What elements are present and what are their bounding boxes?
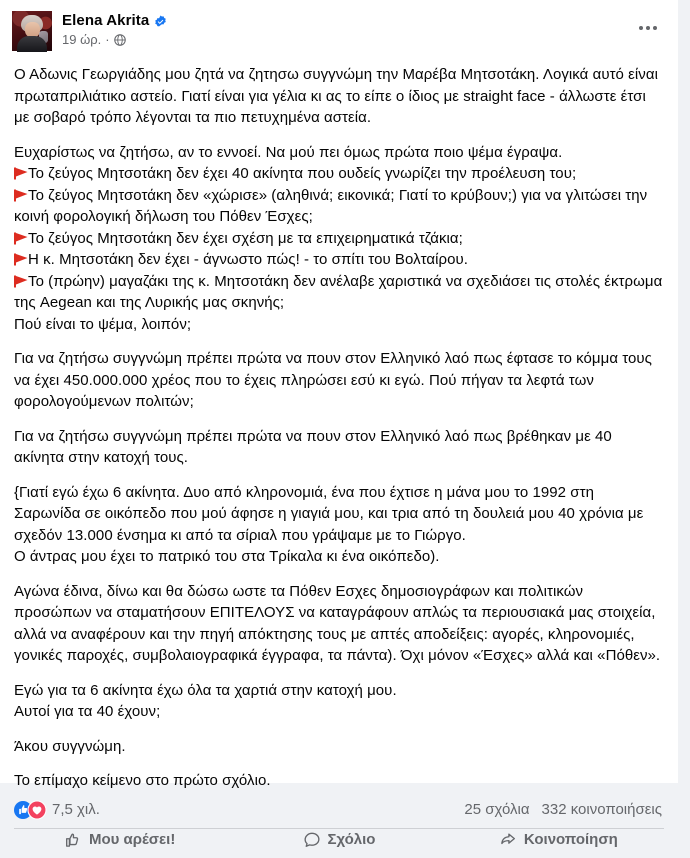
author-name[interactable]: Elena Akrita [62,12,150,29]
share-icon [499,831,517,849]
love-icon [28,801,46,819]
post-line: Αυτοί για τα 40 έχουν; [14,703,161,720]
page-background-gutter [678,0,690,783]
post-line: Σαρωνίδα σε οικόπεδο που μού άφησε η γιαγιά μου, και τρια από τη δουλειά μου 40 χρόνια με [14,505,644,522]
bullet-text: Το ζεύγος Μητσοτάκη δεν «χώρισε» (αληθινά; εικονικά; Γιατί το κρύβουν;) για να γλιτώσει [28,186,622,204]
post-line: Άκου συγγνώμη. [14,737,126,755]
post-line: «Πόθεν». [597,647,661,664]
post-line: ακίνητα στην κατοχή τους. [14,449,189,466]
comment-button-label: Σχόλιο [327,830,376,848]
globe-icon[interactable] [114,34,126,46]
post-line: φορολογούμενων πολιτών; [14,393,194,410]
red-flag-icon [14,232,28,245]
bullet-text: Το ζεύγος Μητσοτάκη δεν έχει 40 ακίνητα που ουδείς γνωρίζει την προέλευση του; [28,165,577,182]
post-paragraph [14,64,664,129]
post-line: αλλά να αναφέρουν και την πηγή απόκτησης τους με απτές αποδείξεις: αγορές, κληρονομιές, [14,625,635,643]
post-line: {Γιατί εγώ έχω 6 ακίνητα. Δυο από κληρονομιά, ένα που έχτισε η μάνα μου το 1992 στη [14,483,594,501]
post-line: Αγώνα έδινα, δίνω και θα δώσω ωστε τα Πόθεν Εσχες δημοσιογράφων και πολιτικών [14,582,584,600]
comment-button[interactable] [229,822,448,858]
verified-badge-icon [154,15,167,28]
post-line: προσώπων να σταματήσουν ΕΠΙΤΕΛΟΥΣ να καταγράφουν απλώς τα περιουσιακά μας στοιχεία, [14,604,656,621]
post-line: Για να ζητήσω συγγνώμη πρέπει πρώτα να πουν στον Ελληνικό λαό πως βρέθηκαν με 40 [14,427,612,445]
post-line: άλλωστε έτσι με σοβαρό τρόπο λέγονται τα πιο πετυχημένα αστεία. [14,87,646,126]
post-paragraph [14,482,664,568]
post-meta-row [62,32,632,48]
reaction-count: 7,5 χιλ. [52,801,100,818]
bullet-text: Το (πρώην) μαγαζάκι της κ. Μητσοτάκη δεν ανέλαβε χαριστικά να σχεδιάσει τις στολές [28,272,601,290]
avatar[interactable] [12,11,52,51]
post-paragraph [14,680,664,723]
thumbs-up-icon [64,831,82,849]
post-line: Ο Αδωνις Γεωργιάδης μου ζητά να ζητησω συγγνώμη την Μαρέβα Μητσοτάκη. Λογικά αυτό [14,66,624,83]
post-line: Το επίμαχο κείμενο στο πρώτο σχόλιο. [14,772,271,789]
reactions-summary[interactable] [14,801,100,819]
shares-count[interactable]: 332 κοινοποιήσεις [541,801,662,818]
bullet-text: Η κ. Μητσοτάκη δεν έχει - άγνωστο πώς! - το σπίτι του Βολταίρου. [28,251,468,268]
post-line: τους να έχει 450.000.000 χρέος που το έχεις πληρώσει εσύ κι εγώ. Πού πήγαν τα λεφτά των [14,350,652,389]
post-paragraph [14,426,664,469]
post-paragraph [14,736,664,758]
red-flag-icon [14,253,28,266]
post-line: Ευχαρίστως να ζητήσω, αν το εννοεί. Να μού πει όμως πρώτα ποιο ψέμα έγραψα. [14,143,563,161]
bullet-item [14,230,463,247]
post-options-button[interactable] [632,12,664,44]
post-text-body [0,60,678,792]
like-button[interactable] [10,822,229,858]
post-line: γονικές παροχές, συμβολαιογραφικά έγγραφα, τα πάντα). Όχι μόνον «Έσχες» αλλά και [14,647,593,664]
post-line: είναι πρωταπριλιάτικο αστείο. Γιατί είναι για γέλια κι ας το είπε ο ίδιος με straight face - [14,66,658,105]
bullet-item [14,251,468,268]
bullet-text-cont: έκτρωμα της Aegean και της Λυρικής μας σκηνής; [14,272,663,311]
comments-count[interactable]: 25 σχόλια [464,801,530,818]
post-engagement-stats [464,801,662,819]
comment-icon [303,831,321,849]
post-line: Ο άντρας μου έχει το πατρικό του στα Τρίκαλα κι ένα οικόπεδο). [14,548,440,565]
like-button-label: Μου αρέσει! [88,830,176,848]
post-line: Για να ζητήσω συγγνώμη πρέπει πρώτα να πουν στον Ελληνικό λαό πως έφτασε το κόμμα [14,350,619,367]
post-paragraph [14,348,664,413]
post-header-text [62,11,632,48]
reaction-icons [14,801,46,819]
share-button-label: Κοινοποίηση [523,830,618,848]
avatar-body [17,36,47,52]
red-flag-icon [14,167,28,180]
meta-separator: · [105,32,110,47]
ellipsis-icon [639,26,657,30]
bullet-text: Το ζεύγος Μητσοτάκη δεν έχει σχέση με τα επιχειρηματικά τζάκια; [28,229,463,247]
share-button[interactable] [449,822,668,858]
author-row [62,11,632,31]
bullet-item [14,187,647,226]
bullet-closing-line: Πού είναι το ψέμα, λοιπόν; [14,315,192,333]
post-paragraph [14,142,664,164]
post-action-bar [0,829,678,851]
post-line: Εγώ για τα 6 ακίνητα έχω όλα τα χαρτιά στην κατοχή μου. [14,681,397,699]
red-flag-icon [14,275,28,288]
red-flag-icon [14,189,28,202]
bullet-text-cont: την κοινή φορολογική δήλωση του Πόθεν Έσχες; [14,186,648,225]
post-timestamp[interactable]: 19 ώρ. [62,32,102,47]
post-header [0,0,678,60]
bullet-item [14,273,662,312]
post-bullet-list [14,163,664,335]
bullet-item [14,165,576,182]
post-line: σχεδόν 13.000 ένσημα κι από τα σίριαλ που γράψαμε με το Γιώργο. [14,526,466,544]
post-paragraph [14,581,664,667]
post-paragraph [14,770,664,792]
